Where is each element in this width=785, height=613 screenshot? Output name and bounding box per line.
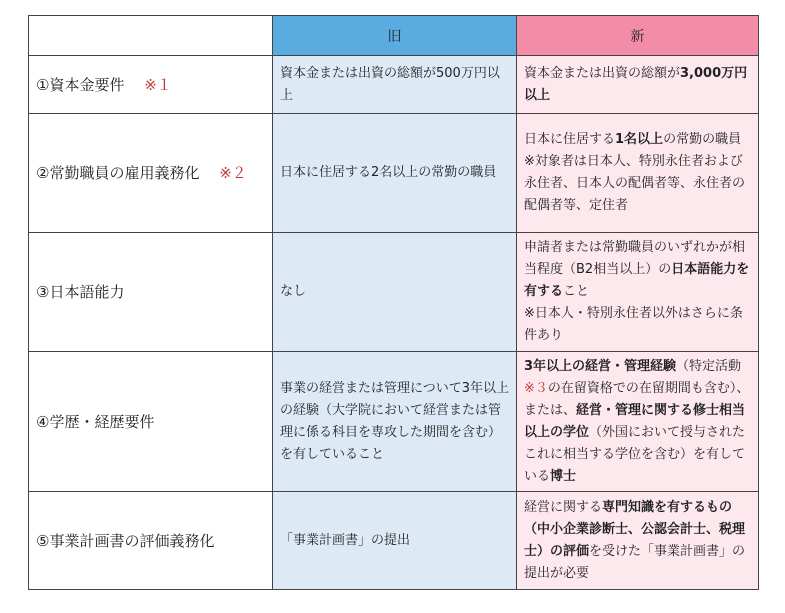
text-segment: の在留資格での在留期間も含む）、または、 — [524, 380, 750, 418]
emphasis-text: 1名以上 — [615, 132, 664, 147]
item-note: ※１ — [144, 75, 172, 94]
new-cell — [517, 492, 759, 590]
old-cell: 日本に住居する2名以上の常勤の職員 — [273, 114, 517, 233]
table-row — [29, 352, 759, 492]
item-note: ※２ — [219, 164, 247, 182]
new-cell — [517, 233, 759, 352]
table-row — [29, 233, 759, 352]
text-segment: 資本金または出資の総額が — [524, 65, 681, 81]
new-cell — [517, 114, 759, 233]
item-label: ②常勤職員の雇用義務化 — [36, 164, 200, 182]
emphasis-text: 経営・管理に関する修士相当以上の学位 — [524, 402, 746, 440]
header-old: 旧 — [273, 16, 517, 56]
table-row — [29, 114, 759, 233]
text-segment: （特定活動 — [676, 358, 742, 374]
item-label: ①資本金要件 — [36, 75, 125, 94]
text-segment: を受けた「事業計画書」の提出が必要 — [524, 543, 746, 581]
old-cell: なし — [273, 233, 517, 352]
emphasis-text: 3年以上の経営・管理経験 — [524, 358, 677, 374]
item-cell — [29, 56, 273, 114]
text-segment: ※日本人・特別永住者以外はさらに条件あり — [524, 306, 743, 343]
item-label: ⑤事業計画書の評価義務化 — [36, 531, 215, 550]
item-label: ④学歴・経歴要件 — [36, 412, 155, 431]
item-cell — [29, 114, 273, 233]
text-segment: 経営に関する — [524, 499, 603, 515]
emphasis-text: 専門知識を有するもの（中小企業診断士、公認会計士、税理士）の評価 — [524, 499, 746, 559]
new-cell — [517, 352, 759, 492]
header-new: 新 — [517, 16, 759, 56]
text-segment: こと — [563, 284, 590, 299]
old-cell: 「事業計画書」の提出 — [273, 492, 517, 590]
emphasis-text: 3,000万円以上 — [524, 65, 748, 103]
text-segment: （外国において授与されたこれに相当する学位を含む）を有している — [524, 424, 746, 484]
header-row — [29, 16, 759, 56]
item-cell — [29, 233, 273, 352]
text-segment: ※対象者は日本人、特別永住者および永住者、日本人の配偶者等、永住者の配偶者等、定住者 — [524, 154, 746, 213]
item-label: ③日本語能力 — [36, 283, 125, 301]
table-row — [29, 56, 759, 114]
new-cell — [517, 56, 759, 114]
item-cell — [29, 492, 273, 590]
comparison-table — [28, 15, 759, 590]
note-ref: ※３ — [524, 380, 548, 396]
text-segment: 日本に住居する — [524, 132, 616, 147]
emphasis-text: 日本語能力を有する — [524, 262, 750, 299]
old-cell: 事業の経営または管理について3年以上の経験（大学院において経営または管理に係る科目を専攻した期間を含む）を有していること — [273, 352, 517, 492]
item-cell — [29, 352, 273, 492]
header-empty-cell — [29, 16, 273, 56]
table-row — [29, 492, 759, 590]
text-segment: の常勤の職員 — [663, 132, 742, 147]
emphasis-text: 博士 — [550, 468, 577, 484]
text-segment: 申請者または常勤職員のいずれかが相当程度（B2相当以上）の — [524, 240, 746, 277]
old-cell: 資本金または出資の総額が500万円以上 — [273, 56, 517, 114]
